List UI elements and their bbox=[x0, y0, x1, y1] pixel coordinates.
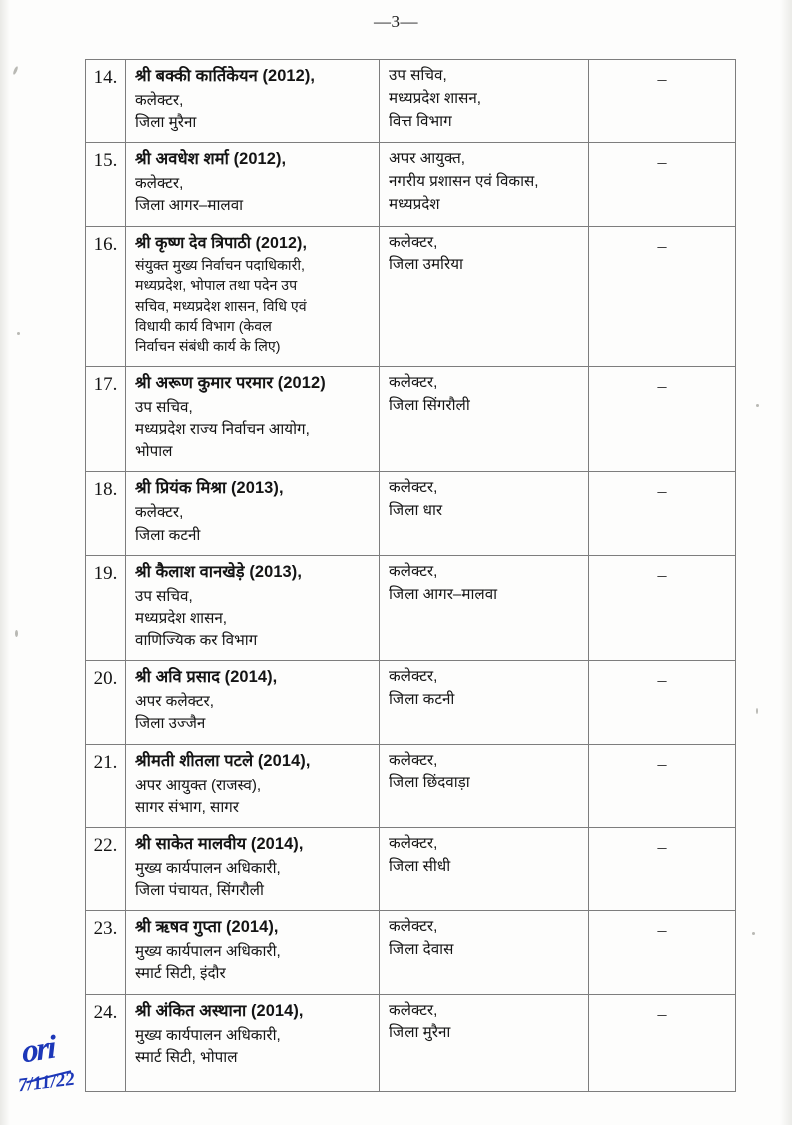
table-body bbox=[86, 60, 736, 1092]
new-posting-block bbox=[380, 995, 588, 1054]
new-posting-line: जिला सिंगरौली bbox=[389, 396, 470, 414]
cell-remarks bbox=[589, 366, 736, 472]
new-posting-line: नगरीय प्रशासन एवं विकास, bbox=[389, 173, 539, 191]
new-posting-line: जिला धार bbox=[389, 502, 443, 520]
scan-edge-left bbox=[0, 0, 10, 1125]
current-post-line: मुख्य कार्यपालन अधिकारी, bbox=[135, 943, 281, 961]
current-post-line: जिला उज्जैन bbox=[135, 715, 206, 733]
cell-officer-name-and-current-post bbox=[126, 143, 380, 226]
cell-new-posting bbox=[380, 472, 589, 555]
signature-block bbox=[16, 1029, 128, 1112]
new-posting-line: जिला मुरैना bbox=[389, 1024, 451, 1042]
officer-name-block bbox=[126, 995, 379, 1077]
table-row bbox=[86, 911, 736, 994]
table-row bbox=[86, 226, 736, 366]
current-post-line: सचिव, मध्यप्रदेश शासन, विधि एवं bbox=[135, 298, 307, 315]
cell-officer-name-and-current-post bbox=[126, 994, 380, 1091]
scan-speck bbox=[15, 630, 18, 637]
cell-remarks bbox=[589, 744, 736, 827]
current-post-line: मुख्य कार्यपालन अधिकारी, bbox=[135, 1026, 281, 1044]
officer-name-line: श्रीमती शीतला पटले (2014), bbox=[135, 751, 311, 770]
scan-speck bbox=[12, 66, 18, 75]
new-posting-block bbox=[380, 472, 588, 531]
officer-name-block bbox=[126, 556, 379, 661]
cell-serial-number bbox=[86, 366, 126, 472]
cell-new-posting bbox=[380, 60, 589, 143]
current-post-line: निर्वाचन संबंधी कार्य के लिए) bbox=[135, 339, 281, 356]
cell-serial-number bbox=[86, 143, 126, 226]
officer-name-line: श्री अवि प्रसाद (2014), bbox=[135, 668, 278, 687]
officer-name-block bbox=[126, 60, 379, 142]
remarks-text: – bbox=[657, 152, 667, 173]
current-post-line: सागर संभाग, सागर bbox=[135, 798, 240, 816]
cell-serial-number bbox=[86, 60, 126, 143]
serial-number-text: 22. bbox=[93, 834, 118, 856]
new-posting-line: कलेक्टर, bbox=[389, 1001, 438, 1019]
cell-serial-number bbox=[86, 472, 126, 555]
cell-new-posting bbox=[380, 226, 589, 366]
current-post-line: वाणिज्यिक कर विभाग bbox=[135, 632, 258, 650]
new-posting-line: जिला सीधी bbox=[389, 857, 451, 875]
cell-officer-name-and-current-post bbox=[126, 226, 380, 366]
current-post-line: अपर आयुक्त (राजस्व), bbox=[135, 776, 262, 794]
current-post-line: मुख्य कार्यपालन अधिकारी, bbox=[135, 859, 281, 877]
new-posting-block bbox=[380, 911, 588, 970]
officer-name-line: श्री कृष्ण देव त्रिपाठी (2012), bbox=[135, 234, 307, 252]
officer-name-block bbox=[126, 661, 379, 743]
remarks-text: – bbox=[657, 481, 667, 502]
remarks-text: – bbox=[657, 753, 667, 774]
cell-officer-name-and-current-post bbox=[126, 555, 380, 661]
current-post-line: कलेक्टर, bbox=[135, 175, 184, 193]
serial-number-text: 21. bbox=[93, 751, 118, 773]
officer-name-line: श्री अंकित अस्थाना (2014), bbox=[135, 1001, 304, 1020]
table-row bbox=[86, 555, 736, 661]
current-post-line: कलेक्टर, bbox=[135, 504, 184, 522]
cell-new-posting bbox=[380, 911, 589, 994]
cell-remarks bbox=[589, 827, 736, 910]
serial-number-text: 19. bbox=[93, 562, 118, 584]
new-posting-line: कलेक्टर, bbox=[389, 479, 438, 497]
officer-name-line: श्री ऋषव गुप्ता (2014), bbox=[135, 918, 279, 937]
officer-name-block bbox=[126, 828, 379, 910]
table-row bbox=[86, 143, 736, 226]
cell-serial-number bbox=[86, 226, 126, 366]
new-posting-line: कलेक्टर, bbox=[389, 233, 438, 251]
remarks-text: – bbox=[657, 564, 667, 585]
new-posting-block bbox=[380, 661, 588, 720]
remarks-text: – bbox=[657, 375, 667, 396]
current-post-line: जिला मुरैना bbox=[135, 114, 197, 132]
table-row bbox=[86, 60, 736, 143]
new-posting-line: कलेक्टर, bbox=[389, 373, 438, 391]
new-posting-line: कलेक्टर, bbox=[389, 918, 438, 936]
new-posting-block bbox=[380, 745, 588, 804]
scan-speck bbox=[756, 404, 759, 407]
cell-new-posting bbox=[380, 744, 589, 827]
new-posting-line: कलेक्टर, bbox=[389, 562, 438, 580]
cell-remarks bbox=[589, 555, 736, 661]
cell-officer-name-and-current-post bbox=[126, 661, 380, 744]
current-post-line: उप सचिव, bbox=[135, 398, 193, 416]
page-number: —3— bbox=[374, 12, 418, 31]
new-posting-line: जिला कटनी bbox=[389, 691, 455, 709]
new-posting-line: मध्यप्रदेश शासन, bbox=[389, 89, 482, 107]
scan-speck bbox=[756, 708, 758, 714]
table-row bbox=[86, 472, 736, 555]
current-post-line: स्मार्ट सिटी, भोपाल bbox=[135, 1048, 238, 1066]
current-post-line: मध्यप्रदेश राज्य निर्वाचन आयोग, bbox=[135, 421, 310, 439]
new-posting-line: कलेक्टर, bbox=[389, 751, 438, 769]
cell-serial-number bbox=[86, 827, 126, 910]
cell-officer-name-and-current-post bbox=[126, 60, 380, 143]
current-post-line: जिला कटनी bbox=[135, 526, 201, 544]
cell-remarks bbox=[589, 472, 736, 555]
cell-serial-number bbox=[86, 911, 126, 994]
current-post-line: संयुक्त मुख्य निर्वाचन पदाधिकारी, bbox=[135, 257, 305, 274]
current-post-line: उप सचिव, bbox=[135, 587, 193, 605]
remarks-text: – bbox=[657, 836, 667, 857]
new-posting-line: जिला आगर–मालवा bbox=[389, 585, 498, 603]
current-post-line: जिला पंचायत, सिंगरौली bbox=[135, 882, 264, 900]
signature-mark: ori bbox=[21, 1029, 56, 1071]
serial-number-text: 24. bbox=[93, 1001, 118, 1023]
new-posting-line: मध्यप्रदेश bbox=[389, 195, 440, 213]
table-row bbox=[86, 366, 736, 472]
cell-new-posting bbox=[380, 827, 589, 910]
cell-officer-name-and-current-post bbox=[126, 366, 380, 472]
transfer-order-table bbox=[85, 59, 736, 1092]
cell-serial-number bbox=[86, 555, 126, 661]
cell-remarks bbox=[589, 911, 736, 994]
current-post-line: विधायी कार्य विभाग (केवल bbox=[135, 319, 272, 335]
officer-name-line: श्री बक्की कार्तिकेयन (2012), bbox=[135, 67, 316, 85]
new-posting-line: जिला देवास bbox=[389, 941, 454, 959]
officer-name-block bbox=[126, 472, 379, 554]
signature-date: 7/11/22 bbox=[16, 1068, 77, 1097]
officer-name-block bbox=[126, 367, 379, 472]
serial-number-text: 23. bbox=[93, 918, 118, 940]
cell-remarks bbox=[589, 60, 736, 143]
officer-name-line: श्री अवधेश शर्मा (2012), bbox=[135, 150, 287, 169]
serial-number-text: 18. bbox=[93, 479, 118, 501]
scan-speck bbox=[752, 932, 755, 935]
cell-serial-number bbox=[86, 661, 126, 744]
cell-new-posting bbox=[380, 143, 589, 226]
officer-name-block bbox=[126, 745, 379, 827]
table-row bbox=[86, 661, 736, 744]
new-posting-block bbox=[380, 367, 588, 426]
table-row bbox=[86, 827, 736, 910]
cell-new-posting bbox=[380, 994, 589, 1091]
current-post-line: भोपाल bbox=[135, 443, 173, 461]
remarks-text: – bbox=[657, 670, 667, 691]
officer-name-line: श्री प्रियंक मिश्रा (2013), bbox=[135, 479, 284, 498]
officer-name-block bbox=[126, 227, 379, 366]
remarks-text: – bbox=[657, 920, 667, 941]
officer-name-line: श्री साकेत मालवीय (2014), bbox=[135, 834, 304, 853]
current-post-line: अपर कलेक्टर, bbox=[135, 693, 214, 711]
cell-officer-name-and-current-post bbox=[126, 472, 380, 555]
current-post-line: मध्यप्रदेश शासन, bbox=[135, 609, 228, 627]
officer-name-block bbox=[126, 911, 379, 993]
scan-edge-right bbox=[780, 0, 792, 1125]
officer-name-block bbox=[126, 143, 379, 225]
cell-officer-name-and-current-post bbox=[126, 911, 380, 994]
new-posting-block bbox=[380, 828, 588, 887]
cell-remarks bbox=[589, 226, 736, 366]
current-post-line: कलेक्टर, bbox=[135, 91, 184, 109]
new-posting-block bbox=[380, 60, 588, 141]
cell-remarks bbox=[589, 994, 736, 1091]
serial-number-text: 17. bbox=[93, 373, 118, 395]
new-posting-line: जिला छिंदवाड़ा bbox=[389, 774, 470, 792]
serial-number-text: 20. bbox=[93, 668, 118, 690]
cell-remarks bbox=[589, 143, 736, 226]
cell-officer-name-and-current-post bbox=[126, 744, 380, 827]
new-posting-line: जिला उमरिया bbox=[389, 256, 463, 274]
officer-name-line: श्री कैलाश वानखेड़े (2013), bbox=[135, 562, 302, 581]
serial-number-text: 16. bbox=[93, 233, 118, 255]
serial-number-text: 14. bbox=[93, 67, 118, 88]
scan-speck bbox=[17, 332, 20, 335]
serial-number-text: 15. bbox=[93, 150, 118, 172]
new-posting-line: अपर आयुक्त, bbox=[389, 150, 466, 168]
cell-officer-name-and-current-post bbox=[126, 827, 380, 910]
officer-name-line: श्री अरूण कुमार परमार (2012) bbox=[135, 373, 326, 392]
current-post-line: जिला आगर–मालवा bbox=[135, 197, 244, 215]
cell-new-posting bbox=[380, 555, 589, 661]
remarks-text: – bbox=[657, 235, 667, 256]
new-posting-line: वित्त विभाग bbox=[389, 112, 452, 130]
table-row bbox=[86, 994, 736, 1091]
new-posting-line: उप सचिव, bbox=[389, 67, 447, 84]
cell-new-posting bbox=[380, 661, 589, 744]
new-posting-block bbox=[380, 143, 588, 224]
remarks-text: – bbox=[657, 69, 667, 89]
new-posting-block bbox=[380, 556, 588, 615]
new-posting-block bbox=[380, 227, 588, 286]
current-post-line: मध्यप्रदेश, भोपाल तथा पदेन उप bbox=[135, 278, 298, 295]
remarks-text: – bbox=[657, 1003, 667, 1024]
new-posting-line: कलेक्टर, bbox=[389, 668, 438, 686]
new-posting-line: कलेक्टर, bbox=[389, 834, 438, 852]
table-row bbox=[86, 744, 736, 827]
cell-serial-number bbox=[86, 744, 126, 827]
current-post-line: स्मार्ट सिटी, इंदौर bbox=[135, 965, 226, 983]
cell-remarks bbox=[589, 661, 736, 744]
cell-new-posting bbox=[380, 366, 589, 472]
